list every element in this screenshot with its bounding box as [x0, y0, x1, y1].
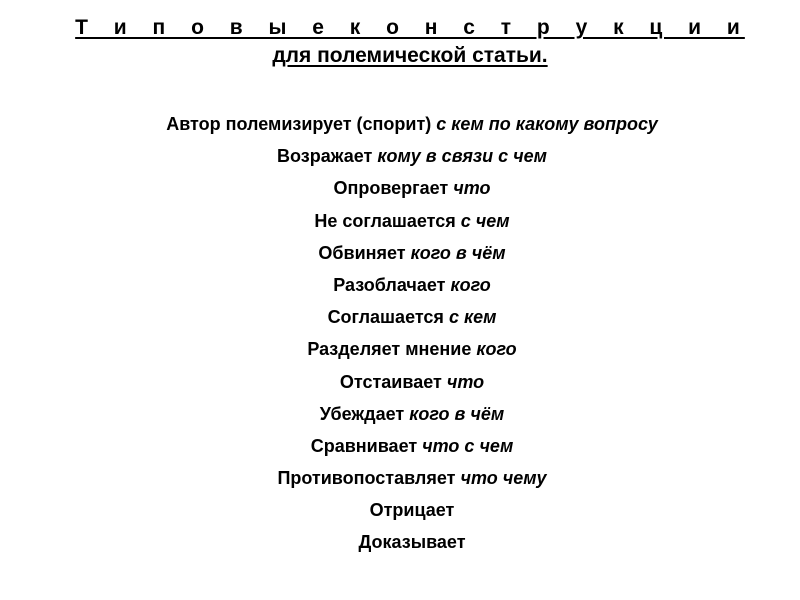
phrase-item: [24, 270, 800, 302]
phrase-item: [24, 367, 800, 399]
phrase-verb: Обвиняет: [318, 242, 406, 263]
phrase-verb: Опровергает: [333, 178, 449, 199]
phrase-verb: Возражает: [277, 146, 373, 167]
phrase-item: [24, 431, 800, 463]
phrase-item: [24, 302, 800, 334]
phrase-item: [24, 527, 800, 559]
phrase-list: [0, 109, 800, 560]
title-line-2: для полемической статьи.: [272, 44, 548, 67]
phrase-object: что: [453, 178, 491, 199]
phrase-verb: Автор полемизирует (спорит): [166, 114, 432, 134]
phrase-verb: Разоблачает: [333, 274, 446, 295]
phrase-verb: Убеждает: [319, 403, 405, 424]
title-line-1: Т и п о в ы е к о н с т р у к ц и и: [75, 16, 745, 39]
phrase-object: что: [446, 371, 485, 392]
phrase-verb: Не соглашается: [314, 210, 456, 231]
phrase-verb: Сравнивает: [310, 435, 418, 456]
phrase-object: что с чем: [422, 435, 514, 456]
phrase-object: кого: [476, 339, 517, 360]
phrase-item: [24, 206, 800, 238]
phrase-object: с кем по какому вопросу: [436, 114, 658, 134]
phrase-verb: Отстаивает: [339, 371, 442, 392]
phrase-item: [24, 334, 800, 366]
phrase-item: [24, 495, 800, 527]
slide-title: [0, 14, 800, 70]
phrase-verb: Разделяет мнение: [307, 339, 472, 360]
phrase-verb: Отрицает: [369, 500, 455, 521]
phrase-item: [24, 463, 800, 495]
phrase-item: [24, 238, 800, 270]
phrase-verb: Противопоставляет: [277, 468, 456, 489]
phrase-verb: Доказывает: [358, 532, 466, 553]
phrase-verb: Соглашается: [327, 307, 444, 328]
phrase-object: с кем: [448, 307, 497, 328]
phrase-item: [24, 399, 800, 431]
phrase-object: с чем: [460, 210, 510, 231]
phrase-object: кого в чём: [409, 403, 505, 424]
phrase-object: что чему: [460, 468, 547, 489]
phrase-item: [24, 109, 800, 141]
phrase-object: кого в чём: [410, 242, 506, 263]
phrase-object: кого: [450, 274, 491, 295]
phrase-item: [24, 141, 800, 173]
phrase-item: [24, 173, 800, 205]
phrase-object: кому в связи с чем: [377, 146, 547, 167]
